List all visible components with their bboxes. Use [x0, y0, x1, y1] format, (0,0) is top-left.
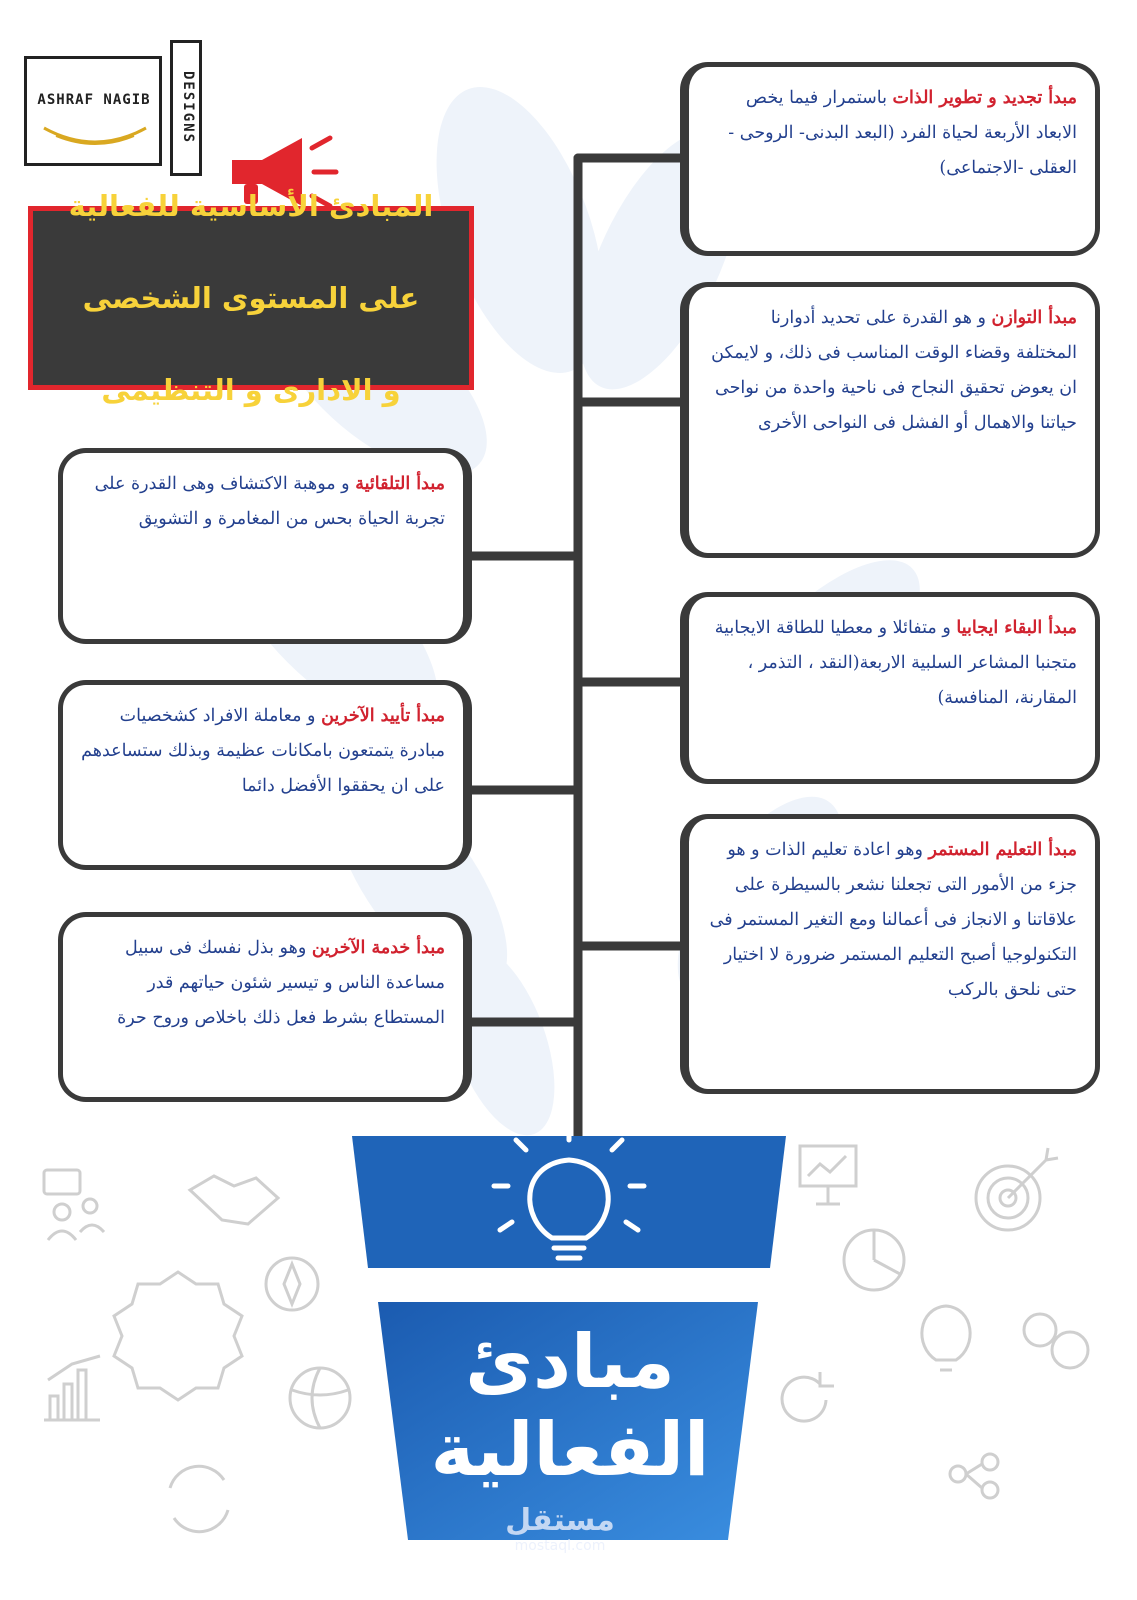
presentation-icon — [800, 1146, 856, 1204]
principle-lead: مبدأ تأييد الآخرين — [321, 706, 445, 726]
handshake-icon — [190, 1176, 278, 1224]
principle-text: و موهبة الاكتشاف وهى القدرة على تجربة الحياة بحس من المغامرة و التشويق — [94, 474, 445, 529]
watermark — [490, 1504, 630, 1554]
page-title — [69, 137, 434, 459]
title-box — [28, 189, 474, 407]
pot-label-line-1: مبادئ — [465, 1319, 675, 1405]
bar-chart-icon — [44, 1356, 100, 1420]
principle-lead: مبدأ التوازن — [991, 308, 1077, 328]
principle-box-balance — [680, 282, 1100, 558]
network-icon — [950, 1454, 998, 1498]
refresh-icon — [782, 1372, 834, 1421]
pot-label — [360, 1318, 780, 1494]
title-line-3: و الادارى و التنظيمى — [101, 373, 401, 407]
target-icon — [976, 1148, 1058, 1230]
principle-text: و هو القدرة على تحديد أدوارنا المختلفة وقضاء الوقت المناسب فى ذلك، و لايمكن ان يعوض تحقيق النجاح فى ناحية واحدة من نواحى حياتنا والاهمال أو الفشل فى النواحى الأخرى — [711, 308, 1077, 433]
principle-lead: مبدأ تجديد و تطوير الذات — [892, 88, 1077, 108]
award-icon — [114, 1272, 242, 1400]
principle-box-spontaneity — [58, 448, 472, 644]
principle-lead: مبدأ التعليم المستمر — [928, 840, 1077, 860]
principle-lead: مبدأ البقاء ايجابيا — [956, 618, 1077, 638]
lightbulb-outline-icon — [922, 1306, 970, 1370]
watermark-brand: مستقل — [505, 1503, 615, 1538]
teamwork-icon — [44, 1170, 104, 1240]
principle-text: وهو اعادة تعليم الذات و هو جزء من الأمور التى تجعلنا نشعر بالسيطرة على علاقاتنا و الانجاز فى أعمالنا ومع التغير المستمر فى التكنولوجيا أصبح التعليم المستمر ضرورة لا اختيار حتى نلحق بالركب — [709, 840, 1077, 1000]
logo-name: ASHRAF NAGIB — [37, 92, 151, 108]
pot-label-line-2: الفعالية — [430, 1407, 710, 1493]
principle-box-positive — [680, 592, 1100, 784]
principle-lead: مبدأ خدمة الآخرين — [311, 938, 445, 958]
principle-text: و متفائلا و معطيا للطاقة الايجابية متجنبا المشاعر السلبية الاربعة(النقد ، التذمر ، المقارنة، المنافسة) — [714, 618, 1077, 708]
globe-icon — [290, 1368, 350, 1428]
principle-box-renewal — [680, 62, 1100, 256]
title-line-1: المبادئ الأساسية للفعالية — [68, 189, 434, 223]
logo-tag: DESIGNS — [170, 40, 202, 176]
pie-chart-icon — [844, 1230, 904, 1290]
title-line-2: على المستوى الشخصى — [82, 281, 420, 315]
principle-lead: مبدأ التلقائية — [355, 474, 445, 494]
cycle-icon — [170, 1466, 228, 1531]
principle-text: و معاملة الافراد كشخصيات مبادرة يتمتعون بامكانات عظيمة وبذلك ستساعدهم على ان يحققوا الأفضل دائما — [81, 706, 445, 796]
principle-text: وهو بذل نفسك فى سبيل مساعدة الناس و تيسير شئون حياتهم قدر المستطاع بشرط فعل ذلك باخلاص وروح حرة — [117, 938, 445, 1028]
principle-box-service — [58, 912, 472, 1102]
principle-box-learning — [680, 814, 1100, 1094]
principle-text: باستمرار فيما يخص الابعاد الأربعة لحياة الفرد (البعد البدنى- الروحى - العقلى -الاجتماعى) — [728, 88, 1077, 178]
gears-icon — [1024, 1314, 1088, 1368]
principle-box-support — [58, 680, 472, 870]
compass-icon — [266, 1258, 318, 1310]
watermark-url: mostaql.com — [514, 1538, 606, 1554]
